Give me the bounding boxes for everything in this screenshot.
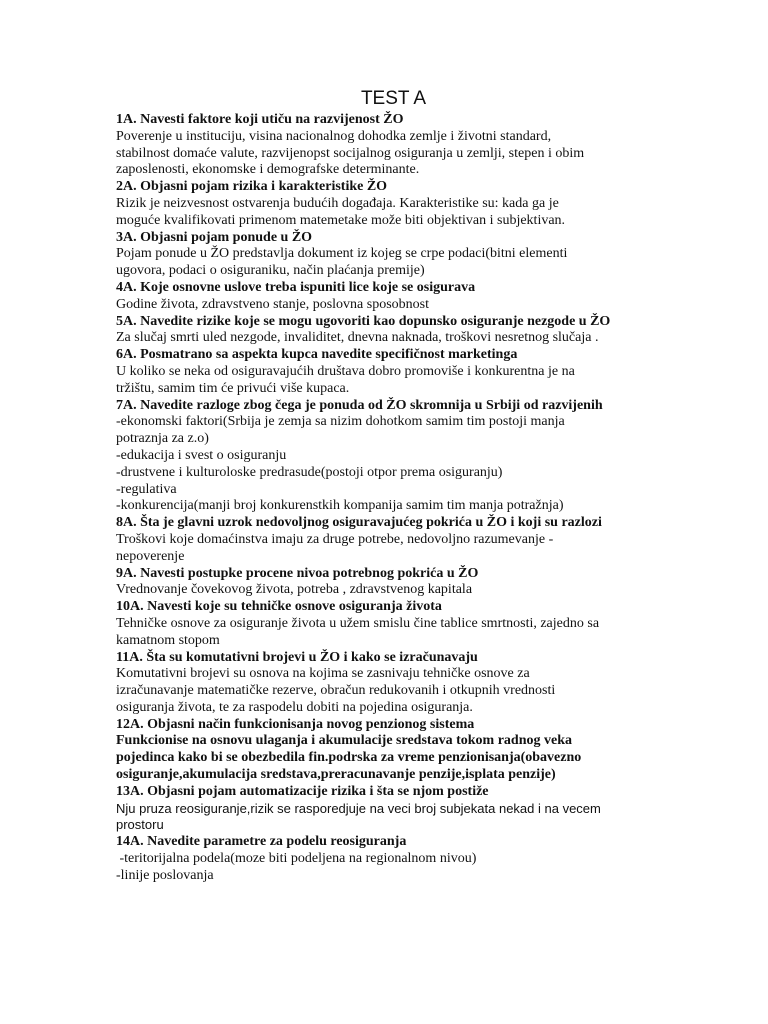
answer-text (116, 666, 661, 716)
answer-line: stabilnost domaće valute, razvijenopst socijalnog osiguranja u zemlji, stepen i obim (116, 145, 585, 161)
answer-line: Nju pruza reosiguranje,rizik se rasporedjuje na veci broj subjekata nekad i na vecem (116, 800, 601, 816)
answer-text (116, 129, 661, 179)
answer-line: Vrednovanje čovekovog života, potreba , zdravstvenog kapitala (116, 582, 473, 598)
answer-text (116, 196, 661, 230)
answer-line: izračunavanje matematičke rezerve, obračun redukovanih i otkupnih vrednosti (116, 683, 556, 699)
answer-line: Komutativni brojevi su osnova na kojima se zasnivaju tehničke osnove za (116, 666, 530, 682)
answer-text (116, 616, 661, 650)
question-heading: 2A. Objasni pojam rizika i karakteristike ŽO (116, 179, 388, 195)
answer-line: moguće kvalifikovati primenom matemetake može biti objektivan i subjektivan. (116, 212, 566, 228)
question-heading: 10A. Navesti koje su tehničke osnove osiguranja života (116, 599, 442, 615)
answer-text (116, 733, 661, 783)
answer-line: potraznja za z.o) (116, 431, 209, 447)
answer-line: -konkurencija(manji broj konkurenstkih kompanija samim tim manja potražnja) (116, 498, 564, 514)
question-heading: 14A. Navedite parametre za podelu reosiguranja (116, 834, 407, 850)
answer-text (116, 364, 661, 398)
answer-line: Pojam ponude u ŽO predstavlja dokument iz kojeg se crpe podaci(bitni elementi (116, 246, 568, 262)
answer-text (116, 801, 661, 835)
answer-line: ugovora, podaci o osiguraniku, način plaćanja premije) (116, 263, 425, 279)
question-heading: 7A. Navedite razloge zbog čega je ponuda od ŽO skromnija u Srbiji od razvijenih (116, 397, 603, 413)
answer-line: -drustvene i kulturoloske predrasude(postoji otpor prema osiguranju) (116, 464, 503, 480)
answer-line: Poverenje u instituciju, visina nacionalnog dohodka zemlje i životni standard, (116, 128, 552, 144)
answer-line: nepoverenje (116, 548, 185, 564)
answer-line: Funkcionise na osnovu ulaganja i akumulacije sredstava tokom radnog veka (116, 733, 572, 749)
answer-line: Za slučaj smrti uled nezgode, invaliditet, dnevna naknada, troškovi nesretnog slučaja . (116, 330, 599, 346)
answer-text (116, 330, 661, 347)
answer-line: -ekonomski faktori(Srbija je zemja sa nizim dohotkom samim tim postoji manja (116, 414, 565, 430)
answer-line: -linije poslovanja (116, 867, 214, 883)
answer-line: -edukacija i svest o osiguranju (116, 447, 287, 463)
question-heading: 11A. Šta su komutativni brojevi u ŽO i kako se izračunavaju (116, 649, 478, 665)
answer-text (116, 582, 661, 599)
answer-line: Troškovi koje domaćinstva imaju za druge potrebe, nedovoljno razumevanje - (116, 531, 554, 547)
answer-text (116, 246, 661, 280)
question-heading: 13A. Objasni pojam automatizacije rizika i šta se njom postiže (116, 783, 489, 799)
answer-line: -teritorijalna podela(moze biti podeljena na regionalnom nivou) (116, 851, 477, 867)
answer-line: osiguranja života, te za raspodelu dobiti na pojedina osiguranja. (116, 699, 473, 715)
question-heading: 12A. Objasni način funkcionisanja novog penzionog sistema (116, 716, 475, 732)
answer-line: zaposlenosti, ekonomske i demografske determinante. (116, 162, 420, 178)
answer-line: -regulativa (116, 481, 177, 497)
question-list (116, 112, 661, 885)
document-page (116, 88, 661, 885)
question-heading: 4A. Koje osnovne uslove treba ispuniti lice koje se osigurava (116, 279, 476, 295)
answer-text (116, 414, 661, 515)
question-heading: 6A. Posmatrano sa aspekta kupca navedite specifičnost marketinga (116, 347, 518, 363)
answer-line: tržištu, samim tim će privući više kupaca. (116, 380, 350, 396)
answer-line: Godine života, zdravstveno stanje, poslovna sposobnost (116, 296, 430, 312)
question-heading: 9A. Navesti postupke procene nivoa potrebnog pokrića u ŽO (116, 565, 479, 581)
question-heading: 3A. Objasni pojam ponude u ŽO (116, 229, 313, 245)
answer-line: Tehničke osnove za osiguranje života u užem smislu čine tablice smrtnosti, zajedno sa (116, 615, 600, 631)
answer-line: prostoru (116, 817, 164, 833)
answer-text (116, 851, 661, 885)
question-heading: 1A. Navesti faktore koji utiču na razvijenost ŽO (116, 112, 404, 127)
question-heading: 5A. Navedite rizike koje se mogu ugovoriti kao dopunsko osiguranje nezgode u ŽO (116, 313, 611, 329)
answer-line: U koliko se neka od osiguravajućih društava dobro promoviše i konkurentna je na (116, 363, 575, 379)
question-heading: 8A. Šta je glavni uzrok nedovoljnog osiguravajućeg pokrića u ŽO i koji su razlozi (116, 515, 602, 531)
answer-text (116, 297, 661, 314)
answer-text (116, 532, 661, 566)
answer-line: Rizik je neizvesnost ostvarenja budućih događaja. Karakteristike su: kada ga je (116, 195, 559, 211)
answer-line: pojedinca kako bi se obezbedila fin.podrska za vreme penzionisanja(obavezno (116, 750, 582, 766)
answer-line: osiguranje,akumulacija sredstava,preracunavanje penzije,isplata penzije) (116, 767, 556, 783)
document-title: TEST A (360, 88, 427, 109)
answer-line: kamatnom stopom (116, 632, 220, 648)
